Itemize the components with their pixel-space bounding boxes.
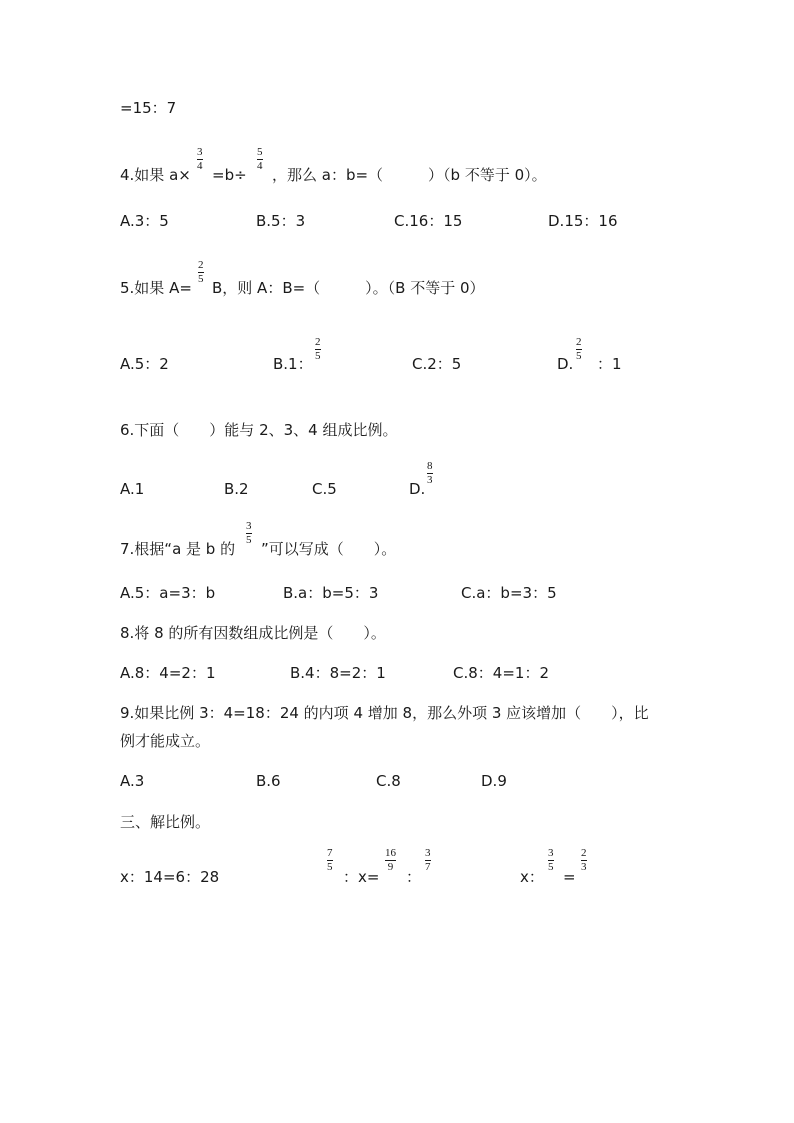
fraction-numerator: 3 xyxy=(425,847,431,859)
q8-option-c: C.8：4=1：2 xyxy=(453,664,549,682)
fraction-numerator: 16 xyxy=(385,847,396,859)
q5-option-a: A.5：2 xyxy=(120,355,169,373)
eq2-middle: ：x= xyxy=(343,868,380,886)
eq2-fraction-2 xyxy=(384,848,397,873)
fraction-numerator: 3 xyxy=(548,847,554,859)
q9-option-d: D.9 xyxy=(481,772,507,790)
q4-option-c: C.16：15 xyxy=(394,212,463,230)
q6-option-d-prefix: D. xyxy=(409,480,426,498)
q5-option-b-fraction xyxy=(314,337,322,362)
fraction-numerator: 8 xyxy=(427,460,433,472)
eq2-fraction-3 xyxy=(424,848,432,873)
q8-option-a: A.8：4=2：1 xyxy=(120,664,216,682)
eq3-fraction-2 xyxy=(580,848,588,873)
q6-option-b: B.2 xyxy=(224,480,249,498)
fraction-numerator: 3 xyxy=(197,146,203,158)
fraction-numerator: 7 xyxy=(327,847,333,859)
q5-option-d-suffix: ：1 xyxy=(597,355,622,373)
eq3-prefix: x： xyxy=(520,868,544,886)
fraction-numerator: 5 xyxy=(257,146,263,158)
fraction-denominator: 5 xyxy=(315,350,321,362)
fraction-denominator: 5 xyxy=(576,350,582,362)
q8-option-b: B.4：8=2：1 xyxy=(290,664,386,682)
fraction-numerator: 2 xyxy=(576,336,582,348)
q7-fraction xyxy=(245,521,253,546)
q5-option-b-prefix: B.1： xyxy=(273,355,313,373)
q4-middle: =b÷ xyxy=(212,166,247,184)
q4-option-a: A.3：5 xyxy=(120,212,169,230)
eq3-equals: = xyxy=(563,868,576,886)
eq3-fraction-1 xyxy=(547,848,555,873)
fraction-numerator: 3 xyxy=(246,520,252,532)
q6-option-a: A.1 xyxy=(120,480,145,498)
fraction-numerator: 2 xyxy=(198,259,204,271)
fraction-denominator: 3 xyxy=(581,861,587,873)
fraction-denominator: 5 xyxy=(246,534,252,546)
proportion-equation-1: x：14=6：28 xyxy=(120,868,220,886)
fraction-numerator: 2 xyxy=(581,847,587,859)
q7-option-c: C.a：b=3：5 xyxy=(461,584,557,602)
q9-option-b: B.6 xyxy=(256,772,281,790)
q5-prefix: 5.如果 A= xyxy=(120,279,192,297)
fraction-denominator: 5 xyxy=(327,861,333,873)
fraction-denominator: 5 xyxy=(548,861,554,873)
q4-suffix: ，那么 a：b=（ ）（b 不等于 0）。 xyxy=(272,166,547,184)
q4-fraction-1 xyxy=(196,147,204,172)
fraction-numerator: 2 xyxy=(315,336,321,348)
q4-prefix: 4.如果 a× xyxy=(120,166,191,184)
fraction-denominator: 3 xyxy=(427,474,433,486)
q4-option-b: B.5：3 xyxy=(256,212,306,230)
fraction-denominator: 4 xyxy=(197,160,203,172)
q9-option-a: A.3 xyxy=(120,772,145,790)
q9-option-c: C.8 xyxy=(376,772,401,790)
fraction-denominator: 5 xyxy=(198,273,204,285)
section-heading: 三、解比例。 xyxy=(120,813,211,831)
q7-suffix: ”可以写成（ ）。 xyxy=(261,540,397,558)
q6-text: 6.下面（ ）能与 2、3、4 组成比例。 xyxy=(120,421,398,439)
q4-fraction-2 xyxy=(256,147,264,172)
q5-option-d-fraction xyxy=(575,337,583,362)
q7-option-a: A.5：a=3：b xyxy=(120,584,216,602)
fraction-denominator: 4 xyxy=(257,160,263,172)
q5-option-c: C.2：5 xyxy=(412,355,462,373)
q5-fraction xyxy=(197,260,205,285)
q6-option-d-fraction xyxy=(426,461,434,486)
fraction-denominator: 9 xyxy=(387,861,394,873)
q4-option-d: D.15：16 xyxy=(548,212,618,230)
q9-line-1: 9.如果比例 3：4=18：24 的内项 4 增加 8，那么外项 3 应该增加（ ），比 xyxy=(120,704,649,722)
q5-suffix: B，则 A：B=（ ）。（B 不等于 0） xyxy=(212,279,485,297)
q5-option-d-prefix: D. xyxy=(557,355,574,373)
continuation-line: =15：7 xyxy=(120,99,177,117)
eq2-fraction-1 xyxy=(326,848,334,873)
q8-text: 8.将 8 的所有因数组成比例是（ ）。 xyxy=(120,624,386,642)
q7-prefix: 7.根据“a 是 b 的 xyxy=(120,540,236,558)
eq2-separator: ： xyxy=(406,868,422,886)
q6-option-c: C.5 xyxy=(312,480,337,498)
q9-line-2: 例才能成立。 xyxy=(120,732,211,750)
q7-option-b: B.a：b=5：3 xyxy=(283,584,379,602)
fraction-denominator: 7 xyxy=(425,861,431,873)
